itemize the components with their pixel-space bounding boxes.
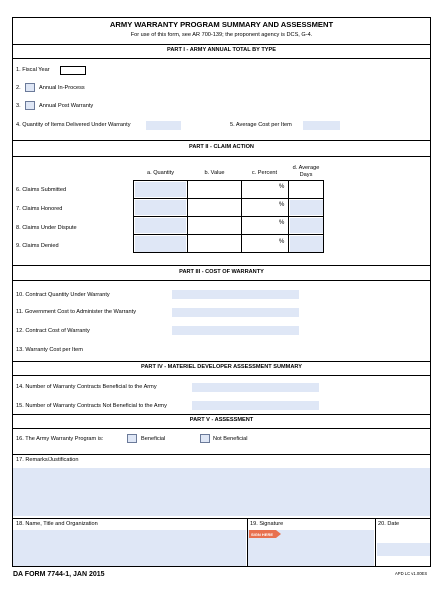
grid-line xyxy=(133,198,324,199)
grid-line xyxy=(375,518,376,566)
claims-honored-average-days[interactable] xyxy=(290,200,323,215)
remarks-field[interactable] xyxy=(13,468,430,516)
signature-label: 19. Signature xyxy=(250,521,284,527)
sign-here-arrow-icon xyxy=(249,530,281,538)
col-average-days-header-2: Days xyxy=(299,172,313,178)
beneficial-contracts-field[interactable] xyxy=(192,383,319,392)
average-cost-field[interactable] xyxy=(303,121,340,130)
divider xyxy=(12,140,431,141)
remarks-label: 17. Remarks/Justification xyxy=(16,457,79,463)
form-version: APD LC v1.00ES xyxy=(395,571,428,576)
program-is-label: 16. The Army Warranty Program is: xyxy=(16,436,104,442)
beneficial-checkbox[interactable] xyxy=(127,434,137,443)
part3-header: PART III - COST OF WARRANTY xyxy=(179,269,264,275)
divider xyxy=(12,265,431,266)
divider xyxy=(12,58,431,59)
divider xyxy=(12,375,431,376)
claims-honored-quantity[interactable] xyxy=(135,200,186,215)
annual-post-warranty-checkbox[interactable] xyxy=(25,101,35,110)
part5-header: PART V - ASSESSMENT xyxy=(189,417,254,423)
divider xyxy=(12,44,431,45)
not-beneficial-label: Not Beneficial xyxy=(213,436,248,442)
form-subtitle: For use of this form, see AR 700-139; the proponent agency is DCS, G-4. xyxy=(130,32,313,38)
percent-sign: % xyxy=(279,239,285,245)
claims-under-dispute-quantity[interactable] xyxy=(135,218,186,233)
part4-header: PART IV - MATERIEL DEVELOPER ASSESSMENT SUMMARY xyxy=(141,364,302,370)
form-title: ARMY WARRANTY PROGRAM SUMMARY AND ASSESSMENT xyxy=(109,20,334,29)
annual-in-process-label: Annual In-Process xyxy=(39,85,85,91)
claims-submitted-quantity[interactable] xyxy=(135,182,186,197)
quantity-delivered-field[interactable] xyxy=(146,121,181,130)
divider xyxy=(12,518,431,519)
percent-sign: % xyxy=(279,220,285,226)
divider xyxy=(12,414,431,415)
claims-under-dispute-label: 8. Claims Under Dispute xyxy=(16,225,77,231)
claims-under-dispute-average-days[interactable] xyxy=(290,218,323,233)
name-title-label: 18. Name, Title and Organization xyxy=(16,521,98,527)
date-label: 20. Date xyxy=(378,521,400,527)
col-average-days-header: d. Average xyxy=(292,165,320,171)
item2-number: 2. xyxy=(16,85,21,91)
annual-in-process-checkbox[interactable] xyxy=(25,83,35,92)
part1-header: PART I - ARMY ANNUAL TOTAL BY TYPE xyxy=(167,47,276,53)
not-beneficial-contracts-field[interactable] xyxy=(192,401,319,410)
cost-per-item-label: 13. Warranty Cost per Item xyxy=(16,347,83,353)
not-beneficial-checkbox[interactable] xyxy=(200,434,210,443)
fiscal-year-label: 1. Fiscal Year xyxy=(16,67,50,73)
claims-denied-label: 9. Claims Denied xyxy=(16,243,59,249)
divider xyxy=(12,156,431,157)
part2-header: PART II - CLAIM ACTION xyxy=(189,144,254,150)
form-number: DA FORM 7744-1, JAN 2015 xyxy=(13,571,105,578)
date-field[interactable] xyxy=(377,543,430,556)
divider xyxy=(12,428,431,429)
col-percent-header: c. Percent xyxy=(251,170,278,176)
contract-quantity-label: 10. Contract Quantity Under Warranty xyxy=(16,292,110,298)
name-title-field[interactable] xyxy=(13,530,246,566)
sign-here-text: SIGN HERE xyxy=(251,531,274,537)
not-beneficial-contracts-label: 15. Number of Warranty Contracts Not Beneficial to the Army xyxy=(16,403,167,409)
government-cost-field[interactable] xyxy=(172,308,299,317)
quantity-delivered-label: 4. Quantity of Items Delivered Under Warranty xyxy=(16,122,131,128)
grid-line xyxy=(133,234,324,235)
contract-quantity-field[interactable] xyxy=(172,290,299,299)
contract-cost-field[interactable] xyxy=(172,326,299,335)
claims-denied-average-days[interactable] xyxy=(290,236,323,252)
divider xyxy=(12,361,431,362)
beneficial-label: Beneficial xyxy=(141,436,166,442)
average-cost-label: 5. Average Cost per Item xyxy=(230,122,292,128)
percent-sign: % xyxy=(279,202,285,208)
annual-post-warranty-label: Annual Post Warranty xyxy=(39,103,94,109)
claims-honored-label: 7. Claims Honored xyxy=(16,206,63,212)
item3-number: 3. xyxy=(16,103,21,109)
fiscal-year-field[interactable] xyxy=(60,66,86,75)
divider xyxy=(12,280,431,281)
col-quantity-header: a. Quantity xyxy=(146,170,175,176)
beneficial-contracts-label: 14. Number of Warranty Contracts Beneficial to the Army xyxy=(16,384,157,390)
contract-cost-label: 12. Contract Cost of Warranty xyxy=(16,328,90,334)
col-value-header: b. Value xyxy=(204,170,225,176)
grid-line xyxy=(133,216,324,217)
divider xyxy=(12,454,431,455)
claims-submitted-label: 6. Claims Submitted xyxy=(16,187,67,193)
government-cost-label: 11. Government Cost to Administer the Warranty xyxy=(16,309,137,315)
claims-denied-quantity[interactable] xyxy=(135,236,186,252)
percent-sign: % xyxy=(279,184,285,190)
